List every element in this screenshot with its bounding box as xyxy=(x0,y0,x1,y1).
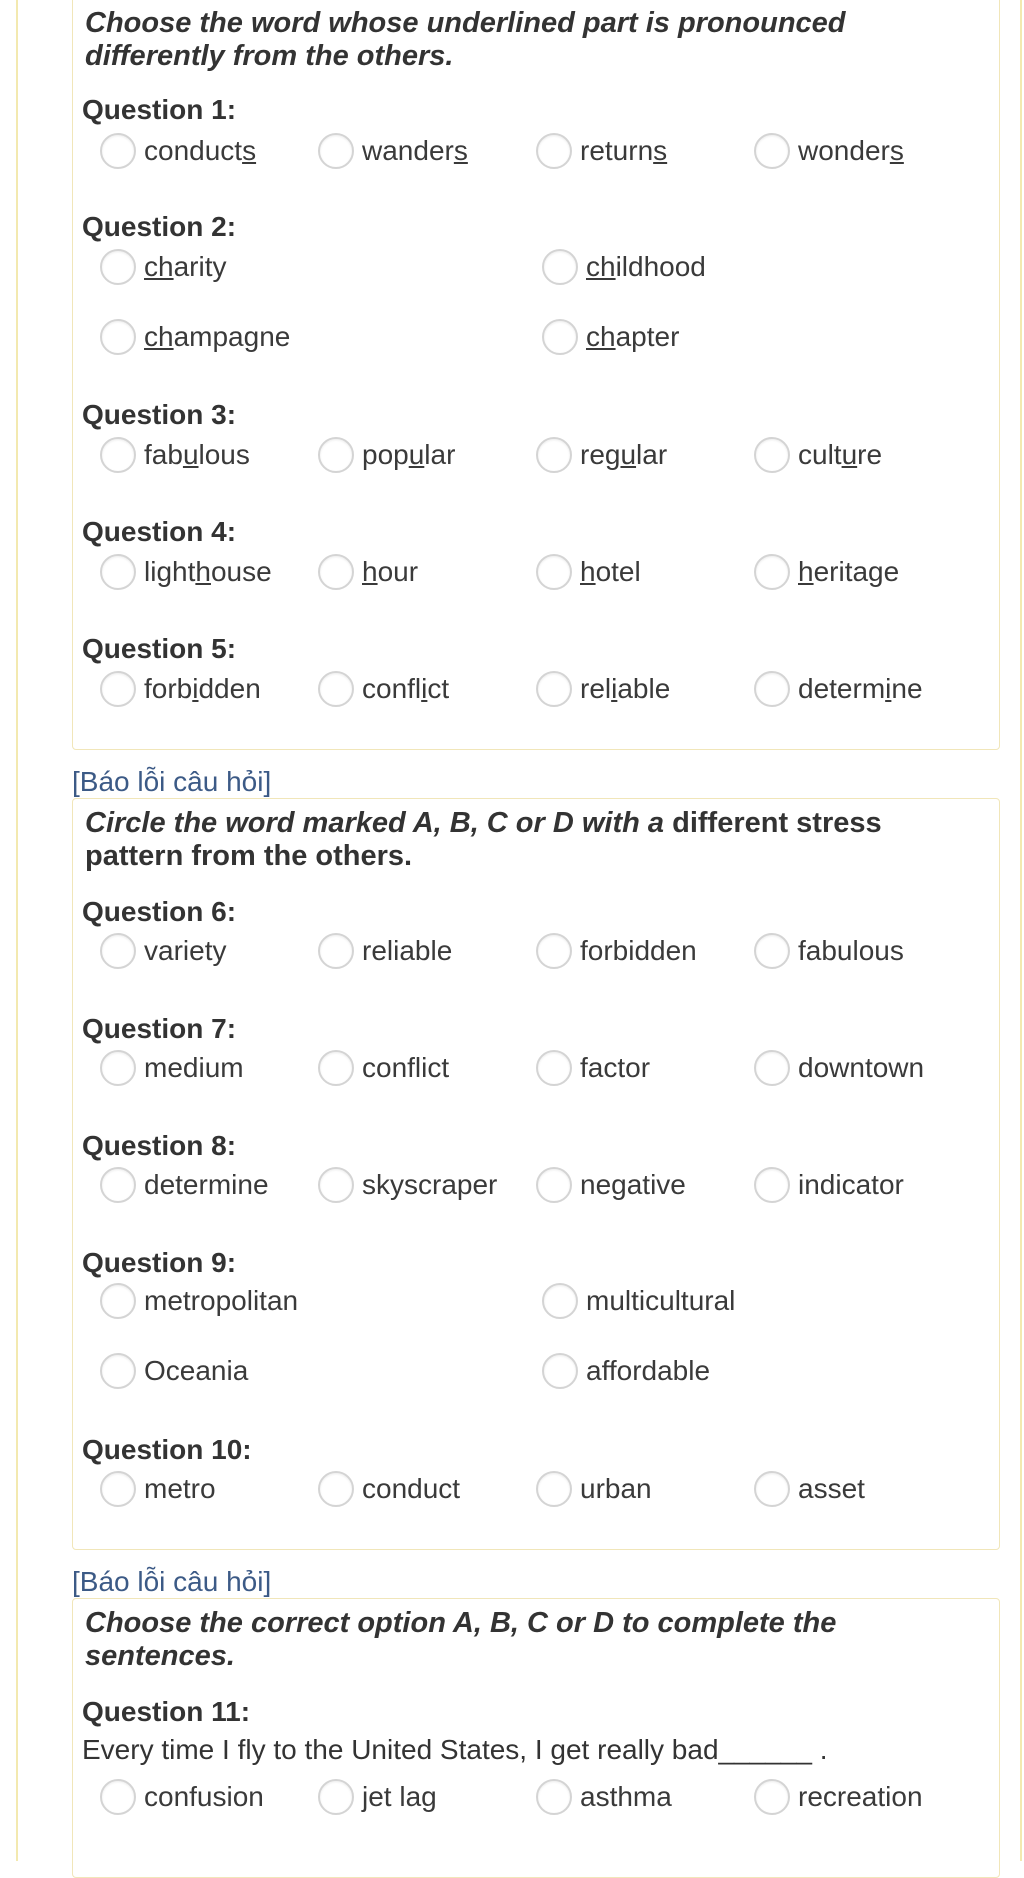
answer-option[interactable] xyxy=(542,315,679,359)
question-label: Question 4: xyxy=(82,516,237,547)
answer-option[interactable] xyxy=(100,245,226,289)
answer-option[interactable] xyxy=(536,667,670,711)
option-text: conduct xyxy=(144,135,243,166)
answer-option[interactable] xyxy=(542,245,706,289)
answer-option[interactable] xyxy=(318,929,452,973)
option-text: metropolitan xyxy=(144,1285,299,1316)
option-label xyxy=(144,135,256,167)
option-label xyxy=(580,1052,650,1084)
instruction-plain-part: different stress pattern from the others. xyxy=(85,807,882,872)
underlined-part: s xyxy=(242,135,257,166)
radio-button[interactable] xyxy=(754,554,790,590)
answer-option[interactable] xyxy=(318,1467,460,1511)
option-text: lar xyxy=(424,439,456,470)
answer-option[interactable] xyxy=(318,1046,449,1090)
answer-option[interactable] xyxy=(318,129,468,173)
option-text: forb xyxy=(144,673,193,704)
answer-option[interactable] xyxy=(318,1163,497,1207)
question-label: Question 6: xyxy=(82,896,237,927)
question-label: Question 7: xyxy=(82,1013,237,1044)
radio-button[interactable] xyxy=(754,1050,790,1086)
option-text: forbidden xyxy=(580,935,697,966)
option-text: wander xyxy=(362,135,454,166)
left-border xyxy=(16,0,18,1861)
radio-button[interactable] xyxy=(754,1167,790,1203)
radio-button[interactable] xyxy=(318,554,354,590)
option-label xyxy=(362,135,468,167)
answer-option[interactable] xyxy=(318,433,455,477)
answer-option[interactable] xyxy=(100,1775,264,1819)
answer-option[interactable] xyxy=(754,129,904,173)
underlined-part: ch xyxy=(586,321,616,352)
underlined-part: i xyxy=(192,673,199,704)
radio-button[interactable] xyxy=(100,1779,136,1815)
underlined-part: ch xyxy=(144,251,174,282)
option-label xyxy=(144,1052,244,1084)
question-label: Question 10: xyxy=(82,1434,252,1465)
radio-button[interactable] xyxy=(100,933,136,969)
radio-button[interactable] xyxy=(100,1283,136,1319)
question-label: Question 8: xyxy=(82,1130,237,1161)
option-text: ouse xyxy=(210,556,272,587)
option-label xyxy=(362,556,418,588)
instruction-italic-part: Circle the word marked A, B, C or D with a xyxy=(85,807,665,839)
underlined-part: i xyxy=(885,673,892,704)
option-label xyxy=(580,439,667,471)
option-text: determ xyxy=(798,673,886,704)
question-sentence: Every time I fly to the United States, I get really bad______ . xyxy=(82,1734,828,1765)
radio-button[interactable] xyxy=(542,1353,578,1389)
radio-button[interactable] xyxy=(536,1050,572,1086)
option-label xyxy=(798,1169,904,1201)
answer-option[interactable] xyxy=(318,550,418,594)
option-label xyxy=(144,1355,248,1387)
option-text: asthma xyxy=(580,1781,672,1812)
radio-button[interactable] xyxy=(100,1167,136,1203)
underlined-part: ch xyxy=(144,321,174,352)
radio-button[interactable] xyxy=(100,249,136,285)
radio-button[interactable] xyxy=(754,437,790,473)
option-text: return xyxy=(580,135,654,166)
answer-option[interactable] xyxy=(100,433,250,477)
answer-option[interactable] xyxy=(318,1775,437,1819)
radio-button[interactable] xyxy=(100,554,136,590)
underlined-part: h xyxy=(195,556,211,587)
underlined-part: h xyxy=(798,556,814,587)
option-text: re xyxy=(857,439,883,470)
option-text: indicator xyxy=(798,1169,904,1200)
option-label xyxy=(798,1781,923,1813)
radio-button[interactable] xyxy=(536,1167,572,1203)
option-label xyxy=(798,1473,865,1505)
answer-option[interactable] xyxy=(100,1279,298,1323)
underlined-part: s xyxy=(453,135,468,166)
option-text: conduct xyxy=(362,1473,461,1504)
answer-option[interactable] xyxy=(536,550,641,594)
option-label xyxy=(144,1781,264,1813)
answer-option[interactable] xyxy=(754,1467,865,1511)
radio-button[interactable] xyxy=(536,933,572,969)
answer-option[interactable] xyxy=(100,667,261,711)
answer-option[interactable] xyxy=(536,433,667,477)
question-label: Question 3: xyxy=(82,399,237,430)
answer-option[interactable] xyxy=(100,315,290,359)
answer-option[interactable] xyxy=(754,550,899,594)
option-text: confl xyxy=(362,673,422,704)
option-label xyxy=(362,673,449,705)
section-instruction: Choose the correct option A, B, C or D to complete the sentences. xyxy=(85,1607,837,1672)
radio-button[interactable] xyxy=(536,133,572,169)
option-text: negative xyxy=(580,1169,686,1200)
option-text: downtown xyxy=(798,1052,925,1083)
underlined-part: h xyxy=(362,556,378,587)
underlined-part: u xyxy=(182,439,199,470)
option-text: ct xyxy=(427,673,450,704)
right-border xyxy=(1020,0,1022,1861)
option-text: eritage xyxy=(813,556,900,587)
option-label xyxy=(586,1285,735,1317)
radio-button[interactable] xyxy=(318,1471,354,1507)
radio-button[interactable] xyxy=(100,671,136,707)
question-label: Question 1: xyxy=(82,94,237,125)
radio-button[interactable] xyxy=(536,1471,572,1507)
answer-option[interactable] xyxy=(754,1775,923,1819)
answer-option[interactable] xyxy=(536,1467,652,1511)
option-text: recreation xyxy=(798,1781,923,1812)
answer-option[interactable] xyxy=(754,433,882,477)
option-text: lous xyxy=(198,439,250,470)
underlined-part: s xyxy=(889,135,904,166)
option-label xyxy=(144,321,290,353)
option-label xyxy=(144,556,272,588)
option-text: conflict xyxy=(362,1052,450,1083)
option-label xyxy=(798,135,904,167)
option-text: medium xyxy=(144,1052,244,1083)
report-question-link[interactable]: [Báo lỗi câu hỏi] xyxy=(72,766,272,797)
radio-button[interactable] xyxy=(318,933,354,969)
option-label xyxy=(586,1355,710,1387)
question-label: Question 5: xyxy=(82,633,237,664)
option-label xyxy=(144,251,226,283)
option-text: reg xyxy=(580,439,621,470)
option-label xyxy=(144,1285,298,1317)
underlined-part: i xyxy=(611,673,618,704)
underlined-part: u xyxy=(841,439,858,470)
option-label xyxy=(362,1169,497,1201)
radio-button[interactable] xyxy=(318,437,354,473)
option-label xyxy=(798,1052,924,1084)
option-label xyxy=(362,1781,437,1813)
option-label xyxy=(798,439,882,471)
underlined-part: h xyxy=(580,556,596,587)
option-text: lar xyxy=(636,439,668,470)
option-text: urban xyxy=(580,1473,652,1504)
radio-button[interactable] xyxy=(100,1471,136,1507)
radio-button[interactable] xyxy=(542,1283,578,1319)
option-label xyxy=(144,1169,269,1201)
radio-button[interactable] xyxy=(536,671,572,707)
radio-button[interactable] xyxy=(542,319,578,355)
option-text: ildhood xyxy=(615,251,706,282)
option-text: reliable xyxy=(362,935,453,966)
option-label xyxy=(798,935,904,967)
option-label xyxy=(144,935,226,967)
radio-button[interactable] xyxy=(536,1779,572,1815)
answer-option[interactable] xyxy=(536,129,667,173)
radio-button[interactable] xyxy=(536,554,572,590)
radio-button[interactable] xyxy=(100,1050,136,1086)
option-text: dden xyxy=(198,673,261,704)
question-label: Question 11: xyxy=(82,1696,251,1727)
radio-button[interactable] xyxy=(100,437,136,473)
option-label xyxy=(586,251,706,283)
radio-button[interactable] xyxy=(754,671,790,707)
radio-button[interactable] xyxy=(754,133,790,169)
option-text: factor xyxy=(580,1052,651,1083)
option-text: fabulous xyxy=(798,935,904,966)
radio-button[interactable] xyxy=(318,1779,354,1815)
question-label: Question 2: xyxy=(82,211,237,242)
underlined-part: u xyxy=(408,439,425,470)
option-label xyxy=(362,1473,460,1505)
radio-button[interactable] xyxy=(754,933,790,969)
option-text: fab xyxy=(144,439,183,470)
question-label: Question 9: xyxy=(82,1247,237,1278)
answer-option[interactable] xyxy=(536,1775,672,1819)
option-text: ampagne xyxy=(173,321,291,352)
option-label xyxy=(144,1473,216,1505)
option-text: wonder xyxy=(798,135,890,166)
answer-option[interactable] xyxy=(100,1163,269,1207)
option-label xyxy=(580,935,697,967)
answer-option[interactable] xyxy=(100,550,272,594)
section-instruction xyxy=(85,807,987,873)
option-text: arity xyxy=(173,251,227,282)
radio-button[interactable] xyxy=(100,1353,136,1389)
option-text: multicultural xyxy=(586,1285,736,1316)
option-text: light xyxy=(144,556,196,587)
underlined-part: s xyxy=(653,135,668,166)
option-label xyxy=(580,1169,686,1201)
option-text: cult xyxy=(798,439,842,470)
answer-option[interactable] xyxy=(100,1046,244,1090)
option-text: affordable xyxy=(586,1355,711,1386)
report-question-link[interactable]: [Báo lỗi câu hỏi] xyxy=(72,1566,272,1597)
option-label xyxy=(798,556,899,588)
option-text: variety xyxy=(144,935,227,966)
answer-option[interactable] xyxy=(318,667,449,711)
option-text: Oceania xyxy=(144,1355,249,1386)
answer-option[interactable] xyxy=(754,1163,904,1207)
option-text: our xyxy=(377,556,419,587)
underlined-part: i xyxy=(421,673,428,704)
option-text: determine xyxy=(144,1169,269,1200)
option-label xyxy=(144,439,250,471)
radio-button[interactable] xyxy=(100,133,136,169)
option-label xyxy=(580,1781,672,1813)
answer-option[interactable] xyxy=(536,929,697,973)
answer-option[interactable] xyxy=(100,1349,248,1393)
option-label xyxy=(798,673,923,705)
option-text: jet lag xyxy=(362,1781,437,1812)
answer-option[interactable] xyxy=(542,1349,710,1393)
option-text: skyscraper xyxy=(362,1169,498,1200)
answer-option[interactable] xyxy=(754,667,923,711)
option-label xyxy=(586,321,679,353)
option-label xyxy=(580,556,641,588)
option-text: confusion xyxy=(144,1781,264,1812)
option-text: rel xyxy=(580,673,612,704)
answer-option[interactable] xyxy=(100,1467,216,1511)
answer-option[interactable] xyxy=(754,1046,924,1090)
radio-button[interactable] xyxy=(318,133,354,169)
answer-option[interactable] xyxy=(754,929,904,973)
option-label xyxy=(580,1473,652,1505)
radio-button[interactable] xyxy=(754,1471,790,1507)
option-text: able xyxy=(617,673,671,704)
answer-option[interactable] xyxy=(536,1046,650,1090)
radio-button[interactable] xyxy=(318,1167,354,1203)
option-label xyxy=(580,135,667,167)
radio-button[interactable] xyxy=(100,319,136,355)
answer-option[interactable] xyxy=(542,1279,735,1323)
radio-button[interactable] xyxy=(318,671,354,707)
radio-button[interactable] xyxy=(536,437,572,473)
option-label xyxy=(144,673,261,705)
underlined-part: u xyxy=(620,439,637,470)
option-label xyxy=(362,935,452,967)
option-label xyxy=(580,673,670,705)
option-text: apter xyxy=(615,321,680,352)
option-label xyxy=(362,439,455,471)
answer-option[interactable] xyxy=(100,129,256,173)
option-text: asset xyxy=(798,1473,865,1504)
section-instruction: Choose the word whose underlined part is pronounced differently from the others. xyxy=(85,7,846,72)
radio-button[interactable] xyxy=(318,1050,354,1086)
option-label xyxy=(362,1052,449,1084)
answer-option[interactable] xyxy=(100,929,226,973)
option-text: metro xyxy=(144,1473,216,1504)
option-text: pop xyxy=(362,439,409,470)
option-text: otel xyxy=(595,556,641,587)
radio-button[interactable] xyxy=(542,249,578,285)
answer-option[interactable] xyxy=(536,1163,686,1207)
option-text: ne xyxy=(891,673,923,704)
radio-button[interactable] xyxy=(754,1779,790,1815)
underlined-part: ch xyxy=(586,251,616,282)
